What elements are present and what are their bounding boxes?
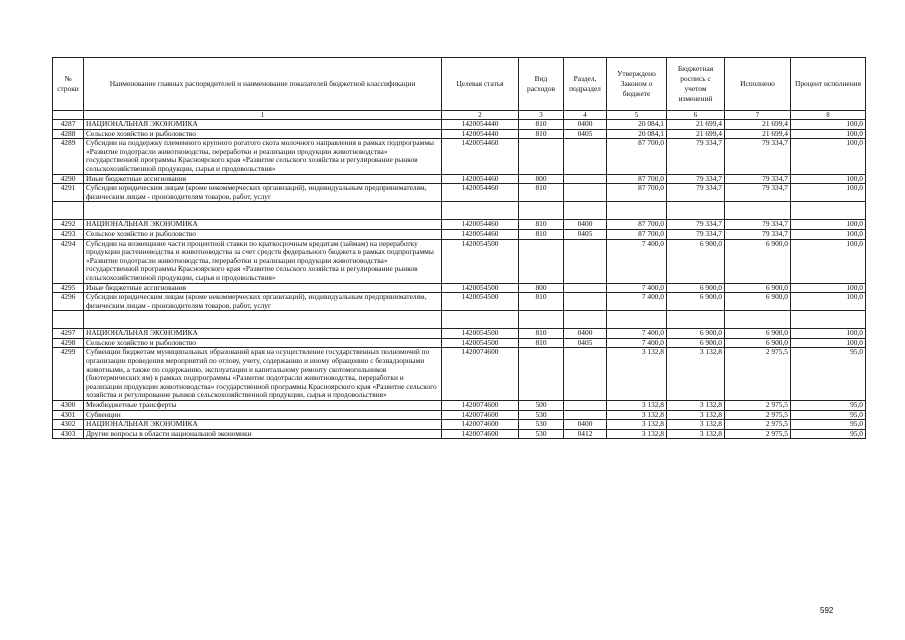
expense-type-cell: 530 (519, 420, 564, 430)
row-number-cell: 4299 (53, 348, 84, 401)
executed-amount-cell: 79 334,7 (725, 220, 791, 230)
expense-type-cell: 810 (519, 184, 564, 202)
target-article-cell: 1420054500 (442, 293, 519, 311)
row-name-cell: Субвенции бюджетам муниципальных образований края на осуществление государственных полномочий по организации проведения мероприятий по отлову, учету, содержанию и иному обращению с безнадзорными животными, а также по содержанию, эксплуатации и капитальному ремонту скотомогильников (биотермических ям) в рамках подпрограммы «Развитие подотрасли животноводства, переработки и реализации продукции животноводства» государственной программы Красноярского края «Развитие сельского хозяйства и регулирование рынков сельскохозяйственной продукции, сырья и продовольствия» (84, 348, 442, 401)
expense-type-cell: 800 (519, 283, 564, 293)
percent-cell: 100,0 (791, 184, 866, 202)
executed-amount-cell: 21 699,4 (725, 129, 791, 139)
row-number-cell: 4295 (53, 283, 84, 293)
target-article-cell: 1420054440 (442, 129, 519, 139)
approved-amount-cell: 3 132,8 (607, 420, 667, 430)
spacer-cell (667, 202, 725, 220)
percent-cell: 95,0 (791, 410, 866, 420)
row-name-cell: Иные бюджетные ассигнования (84, 283, 442, 293)
header-section: Раздел, подраздел (564, 58, 607, 111)
spacer-cell (519, 202, 564, 220)
executed-amount-cell: 21 699,4 (725, 120, 791, 130)
approved-amount-cell: 87 700,0 (607, 184, 667, 202)
approved-amount-cell: 20 084,1 (607, 120, 667, 130)
row-name-cell: НАЦИОНАЛЬНАЯ ЭКОНОМИКА (84, 220, 442, 230)
expense-type-cell: 810 (519, 329, 564, 339)
expense-type-cell: 810 (519, 120, 564, 130)
header-name: Наименование главных распорядителей и наименование показателей бюджетной классификации (84, 58, 442, 111)
budget-list-amount-cell: 79 334,7 (667, 139, 725, 174)
row-name-cell: Сельское хозяйство и рыболовство (84, 338, 442, 348)
executed-amount-cell: 2 975,5 (725, 410, 791, 420)
spacer-cell (725, 202, 791, 220)
header-executed: Исполнено (725, 58, 791, 111)
expense-type-cell (519, 239, 564, 283)
approved-amount-cell: 87 700,0 (607, 220, 667, 230)
header-expense-type: Вид расходов (519, 58, 564, 111)
budget-list-amount-cell: 3 132,8 (667, 429, 725, 439)
approved-amount-cell: 7 400,0 (607, 329, 667, 339)
table-row (53, 348, 866, 401)
executed-amount-cell: 6 900,0 (725, 338, 791, 348)
row-name-cell: Субсидии юридическим лицам (кроме некоммерческих организаций), индивидуальным предпринимателям, физическим лицам - производителям товаров, работ, услуг (84, 293, 442, 311)
row-number-cell: 4296 (53, 293, 84, 311)
section-cell: 0400 (564, 220, 607, 230)
row-name-cell: НАЦИОНАЛЬНАЯ ЭКОНОМИКА (84, 120, 442, 130)
approved-amount-cell: 87 700,0 (607, 174, 667, 184)
spacer-row (53, 311, 866, 329)
approved-amount-cell: 3 132,8 (607, 348, 667, 401)
target-article-cell: 1420054460 (442, 174, 519, 184)
target-article-cell: 1420074600 (442, 348, 519, 401)
table-row (53, 293, 866, 311)
budget-list-amount-cell: 3 132,8 (667, 410, 725, 420)
budget-list-amount-cell: 6 900,0 (667, 293, 725, 311)
approved-amount-cell: 87 700,0 (607, 139, 667, 174)
row-name-cell: Иные бюджетные ассигнования (84, 174, 442, 184)
spacer-cell (53, 311, 84, 329)
table-row (53, 401, 866, 411)
target-article-cell: 1420054500 (442, 283, 519, 293)
row-number-cell: 4291 (53, 184, 84, 202)
budget-table (52, 57, 866, 439)
target-article-cell: 1420054460 (442, 220, 519, 230)
row-name-cell: Сельское хозяйство и рыболовство (84, 229, 442, 239)
percent-cell: 100,0 (791, 329, 866, 339)
executed-amount-cell: 6 900,0 (725, 329, 791, 339)
target-article-cell: 1420074600 (442, 401, 519, 411)
approved-amount-cell: 7 400,0 (607, 338, 667, 348)
spacer-cell (667, 311, 725, 329)
spacer-cell (519, 311, 564, 329)
spacer-cell (791, 311, 866, 329)
section-cell: 0405 (564, 229, 607, 239)
expense-type-cell: 810 (519, 293, 564, 311)
table-row (53, 220, 866, 230)
header-budget-list: Бюджетная роспись с учетом изменений (667, 58, 725, 111)
row-number-cell: 4298 (53, 338, 84, 348)
budget-list-amount-cell: 6 900,0 (667, 329, 725, 339)
row-number-cell: 4303 (53, 429, 84, 439)
row-number-cell: 4302 (53, 420, 84, 430)
expense-type-cell: 530 (519, 429, 564, 439)
expense-type-cell: 810 (519, 220, 564, 230)
expense-type-cell: 800 (519, 174, 564, 184)
colnum: 6 (667, 111, 725, 120)
row-number-cell: 4289 (53, 139, 84, 174)
executed-amount-cell: 79 334,7 (725, 229, 791, 239)
executed-amount-cell: 6 900,0 (725, 283, 791, 293)
row-number-cell: 4294 (53, 239, 84, 283)
approved-amount-cell: 7 400,0 (607, 283, 667, 293)
table-row (53, 239, 866, 283)
expense-type-cell (519, 348, 564, 401)
section-cell: 0412 (564, 429, 607, 439)
row-number-cell: 4297 (53, 329, 84, 339)
target-article-cell: 1420074600 (442, 420, 519, 430)
row-name-cell: Субсидии юридическим лицам (кроме некоммерческих организаций), индивидуальным предпринимателям, физическим лицам - производителям товаров, работ, услуг (84, 184, 442, 202)
executed-amount-cell: 6 900,0 (725, 239, 791, 283)
section-cell (564, 184, 607, 202)
section-cell: 0400 (564, 329, 607, 339)
spacer-cell (442, 202, 519, 220)
spacer-cell (607, 311, 667, 329)
row-name-cell: Субсидии на возмещение части процентной ставки по краткосрочным кредитам (займам) на переработку продукции растениеводства и животноводства за счет средств федерального бюджета в рамках подпрограммы «Развитие подотрасли животноводства, переработки и реализации продукции животноводства» государственной программы Красноярского края «Развитие сельского хозяйства и регулирование рынков сельскохозяйственной продукции, сырья и продовольствия» (84, 239, 442, 283)
executed-amount-cell: 2 975,5 (725, 420, 791, 430)
percent-cell: 100,0 (791, 139, 866, 174)
section-cell: 0405 (564, 338, 607, 348)
approved-amount-cell: 3 132,8 (607, 429, 667, 439)
header-approved: Утверждено Законом о бюджете (607, 58, 667, 111)
spacer-row (53, 202, 866, 220)
page-number: 592 (820, 606, 834, 615)
spacer-cell (84, 202, 442, 220)
percent-cell: 100,0 (791, 129, 866, 139)
expense-type-cell: 500 (519, 401, 564, 411)
header-row-no: № строки (53, 58, 84, 111)
percent-cell: 100,0 (791, 293, 866, 311)
budget-list-amount-cell: 6 900,0 (667, 338, 725, 348)
target-article-cell: 1420054460 (442, 229, 519, 239)
budget-list-amount-cell: 3 132,8 (667, 401, 725, 411)
table-row (53, 229, 866, 239)
target-article-cell: 1420074600 (442, 429, 519, 439)
table-row (53, 129, 866, 139)
approved-amount-cell: 20 084,1 (607, 129, 667, 139)
table-row (53, 120, 866, 130)
spacer-cell (442, 311, 519, 329)
target-article-cell: 1420054460 (442, 139, 519, 174)
executed-amount-cell: 6 900,0 (725, 293, 791, 311)
spacer-cell (725, 311, 791, 329)
row-number-cell: 4288 (53, 129, 84, 139)
row-name-cell: НАЦИОНАЛЬНАЯ ЭКОНОМИКА (84, 329, 442, 339)
percent-cell: 95,0 (791, 401, 866, 411)
percent-cell: 100,0 (791, 239, 866, 283)
colnum: 3 (519, 111, 564, 120)
colnum: 8 (791, 111, 866, 120)
table-row (53, 410, 866, 420)
percent-cell: 95,0 (791, 348, 866, 401)
table-row (53, 174, 866, 184)
budget-list-amount-cell: 3 132,8 (667, 348, 725, 401)
approved-amount-cell: 3 132,8 (607, 410, 667, 420)
row-number-cell: 4290 (53, 174, 84, 184)
spacer-cell (791, 202, 866, 220)
target-article-cell: 1420054440 (442, 120, 519, 130)
header-percent: Процент исполнения (791, 58, 866, 111)
section-cell (564, 283, 607, 293)
spacer-cell (607, 202, 667, 220)
section-cell (564, 348, 607, 401)
executed-amount-cell: 2 975,5 (725, 429, 791, 439)
section-cell: 0400 (564, 120, 607, 130)
percent-cell: 100,0 (791, 120, 866, 130)
row-number-cell: 4287 (53, 120, 84, 130)
target-article-cell: 1420054500 (442, 338, 519, 348)
section-cell (564, 139, 607, 174)
target-article-cell: 1420074600 (442, 410, 519, 420)
colnum: 7 (725, 111, 791, 120)
section-cell (564, 401, 607, 411)
table-row (53, 338, 866, 348)
executed-amount-cell: 79 334,7 (725, 139, 791, 174)
percent-cell: 95,0 (791, 420, 866, 430)
budget-list-amount-cell: 79 334,7 (667, 229, 725, 239)
row-name-cell: Субвенции (84, 410, 442, 420)
percent-cell: 95,0 (791, 429, 866, 439)
table-row (53, 420, 866, 430)
row-number-cell: 4301 (53, 410, 84, 420)
section-cell (564, 410, 607, 420)
row-name-cell: Межбюджетные трансферты (84, 401, 442, 411)
row-name-cell: Субсидии на поддержку племенного крупного рогатого скота молочного направления в рамках подпрограммы «Развитие подотрасли животноводства, переработки и реализации продукции животноводства» государственной программы Красноярского края «Развитие сельского хозяйства и регулирование рынков сельскохозяйственной продукции, сырья и продовольствия» (84, 139, 442, 174)
row-number-cell: 4292 (53, 220, 84, 230)
section-cell (564, 174, 607, 184)
target-article-cell: 1420054500 (442, 329, 519, 339)
executed-amount-cell: 79 334,7 (725, 184, 791, 202)
executed-amount-cell: 79 334,7 (725, 174, 791, 184)
approved-amount-cell: 7 400,0 (607, 293, 667, 311)
colnum: 5 (607, 111, 667, 120)
budget-list-amount-cell: 79 334,7 (667, 184, 725, 202)
executed-amount-cell: 2 975,5 (725, 401, 791, 411)
budget-list-amount-cell: 6 900,0 (667, 283, 725, 293)
section-cell: 0400 (564, 420, 607, 430)
row-number-cell: 4300 (53, 401, 84, 411)
colnum: 1 (84, 111, 442, 120)
header-target: Целевая статья (442, 58, 519, 111)
budget-list-amount-cell: 3 132,8 (667, 420, 725, 430)
spacer-cell (564, 311, 607, 329)
approved-amount-cell: 7 400,0 (607, 239, 667, 283)
spacer-cell (84, 311, 442, 329)
budget-list-amount-cell: 21 699,4 (667, 120, 725, 130)
row-number-cell: 4293 (53, 229, 84, 239)
target-article-cell: 1420054500 (442, 239, 519, 283)
section-cell (564, 293, 607, 311)
expense-type-cell: 810 (519, 129, 564, 139)
budget-list-amount-cell: 6 900,0 (667, 239, 725, 283)
column-numbers-row (53, 111, 866, 120)
expense-type-cell: 530 (519, 410, 564, 420)
colnum-blank (53, 111, 84, 120)
percent-cell: 100,0 (791, 338, 866, 348)
budget-list-amount-cell: 21 699,4 (667, 129, 725, 139)
colnum: 2 (442, 111, 519, 120)
approved-amount-cell: 87 700,0 (607, 229, 667, 239)
expense-type-cell (519, 139, 564, 174)
expense-type-cell: 810 (519, 229, 564, 239)
table-row (53, 184, 866, 202)
spacer-cell (53, 202, 84, 220)
row-name-cell: Другие вопросы в области национальной экономики (84, 429, 442, 439)
budget-list-amount-cell: 79 334,7 (667, 174, 725, 184)
row-name-cell: НАЦИОНАЛЬНАЯ ЭКОНОМИКА (84, 420, 442, 430)
percent-cell: 100,0 (791, 174, 866, 184)
expense-type-cell: 810 (519, 338, 564, 348)
table-row (53, 283, 866, 293)
percent-cell: 100,0 (791, 220, 866, 230)
target-article-cell: 1420054460 (442, 184, 519, 202)
colnum: 4 (564, 111, 607, 120)
section-cell (564, 239, 607, 283)
executed-amount-cell: 2 975,5 (725, 348, 791, 401)
percent-cell: 100,0 (791, 283, 866, 293)
approved-amount-cell: 3 132,8 (607, 401, 667, 411)
percent-cell: 100,0 (791, 229, 866, 239)
table-row (53, 329, 866, 339)
section-cell: 0405 (564, 129, 607, 139)
row-name-cell: Сельское хозяйство и рыболовство (84, 129, 442, 139)
table-row (53, 429, 866, 439)
spacer-cell (564, 202, 607, 220)
table-row (53, 139, 866, 174)
budget-list-amount-cell: 79 334,7 (667, 220, 725, 230)
header-row (53, 58, 866, 111)
